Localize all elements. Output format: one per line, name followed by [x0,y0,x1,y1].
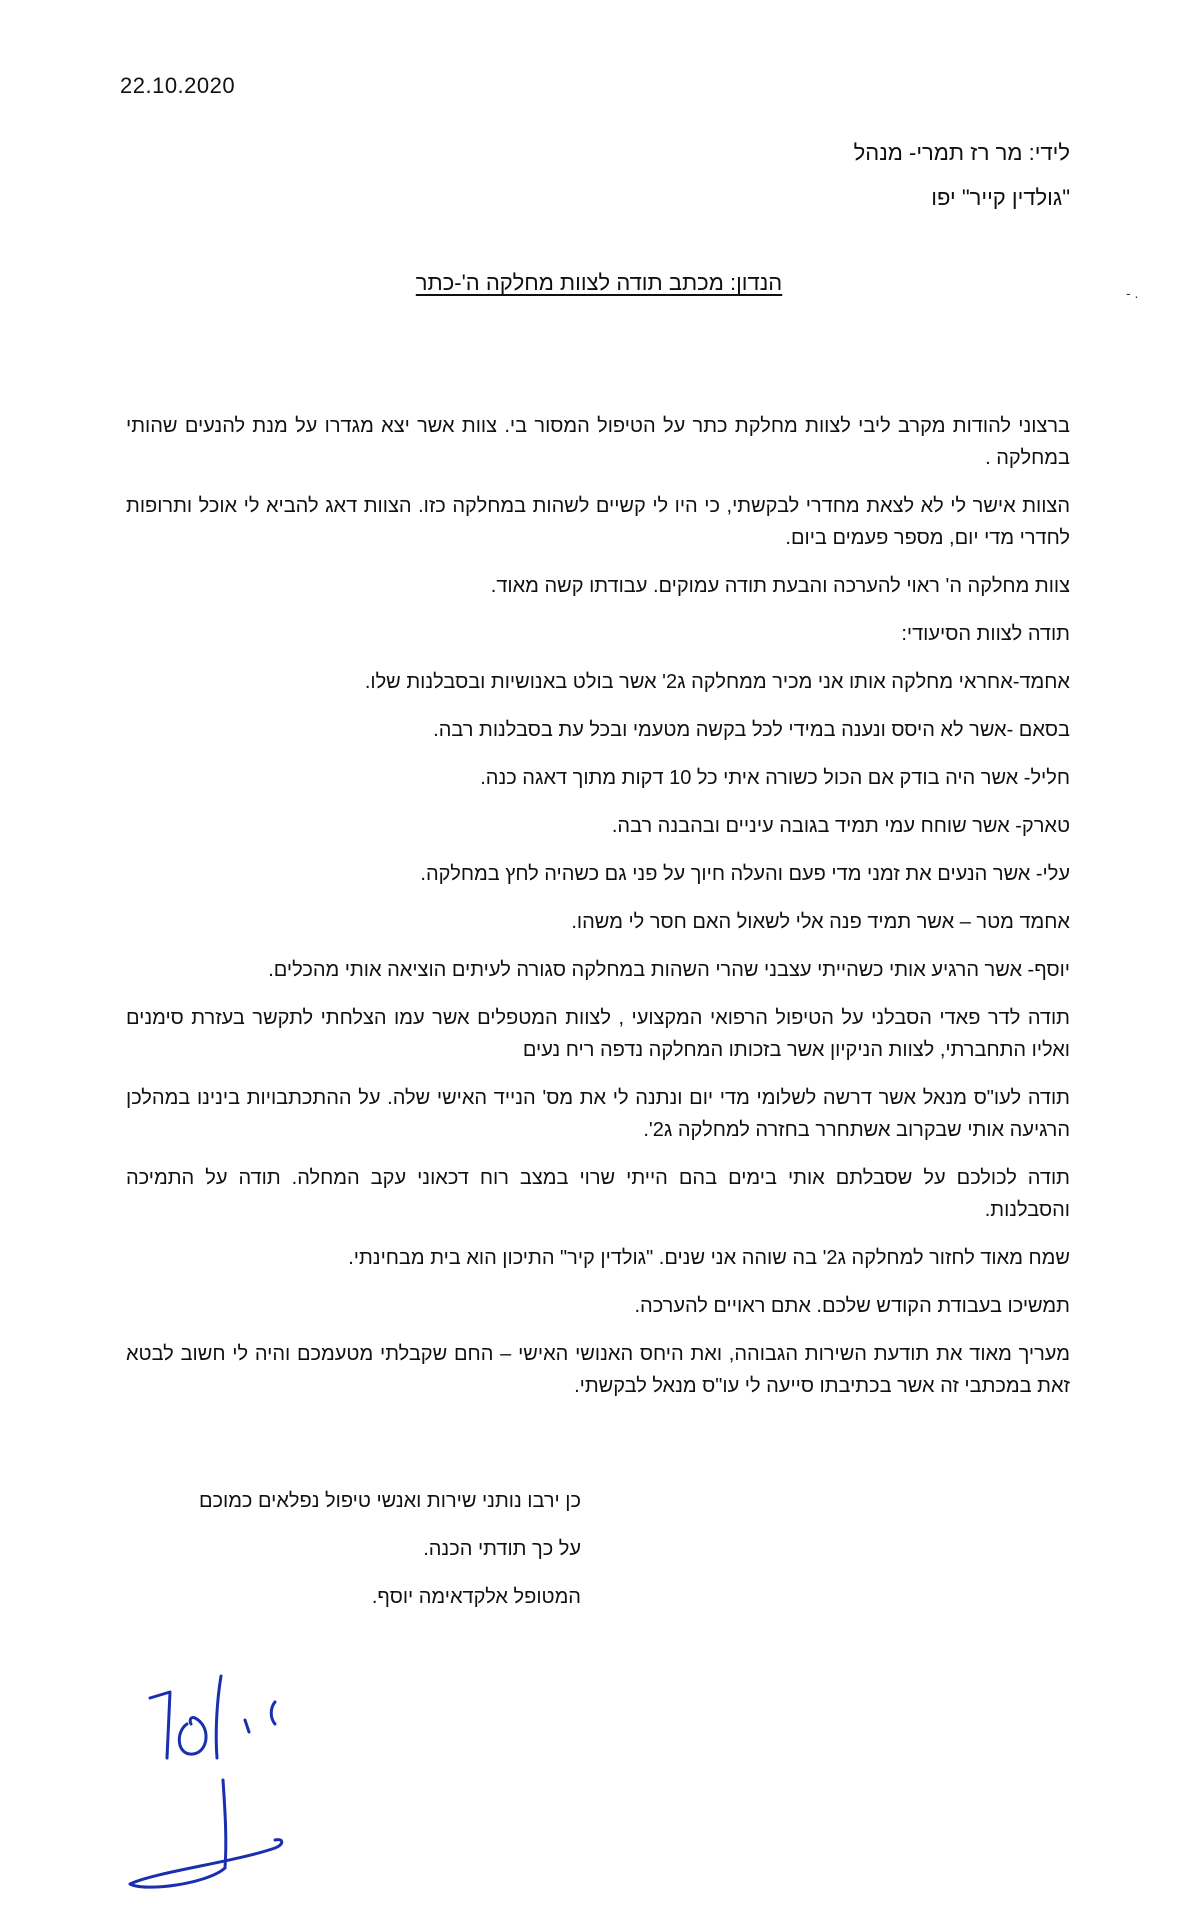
body-paragraph: תודה לכולכם על שסבלתם אותי בימים בהם הייתי שרוי במצב רוח דכאוני עקב המחלה. תודה על התמיכה והסבלנות. [126,1167,1070,1221]
body-paragraph: בסאם -אשר לא היסס ונענה במידי לכל בקשה מטעמי ובכל עת בסבלנות רבה. [433,719,1070,741]
body-paragraph: תודה לצוות הסיעודי: [901,623,1070,645]
margin-mark: - . [1126,285,1139,301]
letter-closing [101,1485,581,1629]
closing-thanks: על כך תודתי הכנה. [423,1538,581,1560]
closing-line: כן ירבו נותני שירות ואנשי טיפול נפלאים כמוכם [198,1490,581,1512]
body-paragraph: צוות מחלקה ה' ראוי להערכה והבעת תודה עמוקים. עבודתו קשה מאוד. [490,575,1070,597]
body-paragraph: אחמד-אחראי מחלקה אותו אני מכיר ממחלקה ג2' אשר בולט באנושיות ובסבלנות שלו. [364,671,1070,693]
body-paragraph: עלי- אשר הנעים את זמני מדי פעם והעלה חיוך על פני גם כשהיה לחץ במחלקה. [420,863,1070,885]
body-paragraph: ברצוני להודות מקרב ליבי לצוות מחלקת כתר על הטיפול המסור בי. צוות אשר יצא מגדרו על מנת להנעים שהותי במחלקה . [126,415,1070,469]
letter-body [126,410,1070,1418]
recipient-institution: "גולדין קייר" יפו [931,185,1070,210]
body-paragraph: שמח מאוד לחזור למחלקה ג2' בה שוהה אני שנים. "גולדין קיר" התיכון הוא בית מבחינתי. [348,1247,1070,1269]
body-paragraph: טארק- אשר שוחח עמי תמיד בגובה עיניים ובהבנה רבה. [611,815,1070,837]
body-paragraph: חליל- אשר היה בודק אם הכול כשורה איתי כל 10 דקות מתוך דאגה כנה. [480,767,1070,789]
letter-date: 22.10.2020 [120,73,236,98]
body-paragraph: תודה לדר פאדי הסבלני על הטיפול הרפואי המקצועי , לצוות המטפלים אשר עמו הצלחתי לתקשר בעזרת סימנים ואליו התחברתי, לצוות הניקיון אשר בזכותו המחלקה נדפה ריח נעים [126,1007,1070,1061]
body-paragraph: אחמד מטר – אשר תמיד פנה אלי לשאול האם חסר לי משהו. [571,911,1070,933]
recipient-line: לידי: מר רז תמרי- מנהל [853,140,1070,165]
body-paragraph: יוסף- אשר הרגיע אותי כשהייתי עצבני שהרי השהות במחלקה סגורה לעיתים הוציאה אותי מהכלים. [268,959,1070,981]
sender-name: המטופל אלקדאימה יוסף. [371,1586,581,1608]
body-paragraph: הצוות אישר לי לא לצאת מחדרי לבקשתי, כי היו לי קשיים לשהות במחלקה כזו. הצוות דאג להביא לי אוכל ותרופות לחדרי מדי יום, מספר פעמים ביום. [126,495,1070,549]
subject-line [0,270,1198,296]
body-paragraph: מעריך מאוד את תודעת השירות הגבוהה, ואת היחס האנושי האישי – החם שקבלתי מטעמכם והיה לי חשוב לבטא זאת במכתבי זה אשר בכתיבתו סייעה לי עו"ס מנאל לבקשתי. [126,1343,1070,1397]
body-paragraph: תודה לעו"ס מנאל אשר דרשה לשלומי מדי יום ונתנה לי את מס' הנייד האישי שלה. על ההתכתבויות בינינו במהלכן הרגיעה אותי שבקרוב אשתחרר בחזרה למחלקה ג2'. [126,1087,1070,1141]
subject-text: הנדון: מכתב תודה לצוות מחלקה ה'-כתר [415,270,783,295]
handwritten-signature [125,1640,315,1900]
body-paragraph: תמשיכו בעבודת הקודש שלכם. אתם ראויים להערכה. [634,1295,1070,1317]
